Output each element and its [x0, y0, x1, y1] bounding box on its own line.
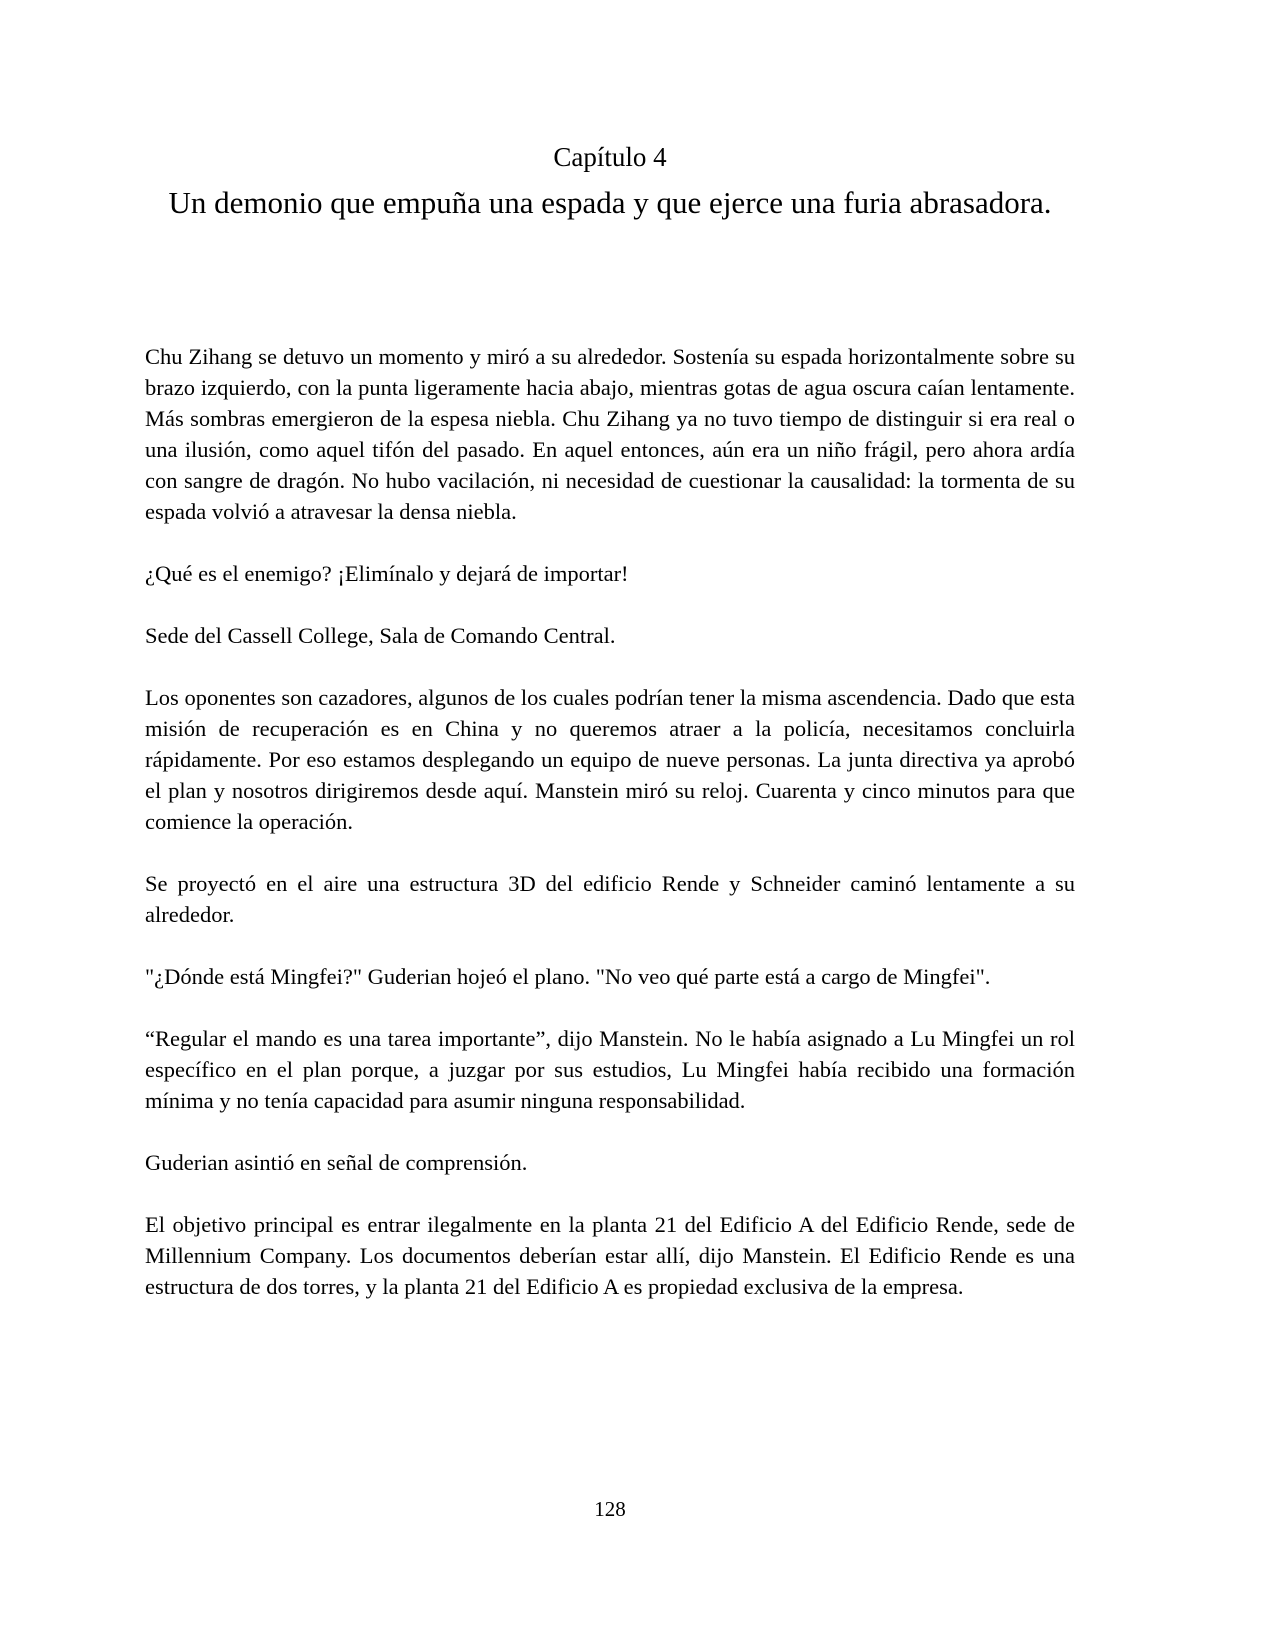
paragraph: Se proyectó en el aire una estructura 3D del edificio Rende y Schneider caminó lentamente a su alrededor. [145, 871, 1075, 928]
paragraph: El objetivo principal es entrar ilegalmente en la planta 21 del Edificio A del Edificio Rende, sede de Millennium Company. Los documentos deberían estar allí, dijo Manstein. El Edificio Rende es una estructura de dos torres, y la planta 21 del Edificio A es propiedad exclusiva de la empresa. [145, 1212, 1075, 1300]
paragraph: Sede del Cassell College, Sala de Comando Central. [145, 623, 616, 649]
paragraph: Los oponentes son cazadores, algunos de los cuales podrían tener la misma ascendencia. Dado que esta misión de recuperación es en China y no queremos atraer a la policía, necesitamos concluirla rápidamente. Por eso estamos desplegando un equipo de nueve personas. La junta directiva ya aprobó el plan y nosotros dirigiremos desde aquí. Manstein miró su reloj. Cuarenta y cinco minutos para que comience la operación. [145, 685, 1075, 835]
paragraph: “Regular el mando es una tarea importante”, dijo Manstein. No le había asignado a Lu Mingfei un rol específico en el plan porque, a juzgar por sus estudios, Lu Mingfei había recibido una formación mínima y no tenía capacidad para asumir ninguna responsabilidad. [145, 1026, 1075, 1114]
chapter-heading: Capítulo 4 [553, 142, 667, 172]
paragraph: Chu Zihang se detuvo un momento y miró a su alrededor. Sostenía su espada horizontalmente sobre su brazo izquierdo, con la punta ligeramente hacia abajo, mientras gotas de agua oscura caían lentamente. Más sombras emergieron de la espesa niebla. Chu Zihang ya no tuvo tiempo de distinguir si era real o una ilusión, como aquel tifón del pasado. En aquel entonces, aún era un niño frágil, pero ahora ardía con sangre de dragón. No hubo vacilación, ni necesidad de cuestionar la causalidad: la tormenta de su espada volvió a atravesar la densa niebla. [145, 344, 1075, 525]
body-text [145, 341, 1075, 1302]
page-number: 128 [594, 1497, 626, 1521]
paragraph: ¿Qué es el enemigo? ¡Elimínalo y dejará de importar! [145, 561, 629, 587]
paragraph: "¿Dónde está Mingfei?" Guderian hojeó el plano. "No veo qué parte está a cargo de Mingfei". [145, 964, 991, 990]
paragraph: Guderian asintió en señal de comprensión. [145, 1150, 528, 1176]
page-content [145, 0, 1075, 1333]
chapter-title: Un demonio que empuña una espada y que ejerce una furia abrasadora. [168, 185, 1052, 221]
